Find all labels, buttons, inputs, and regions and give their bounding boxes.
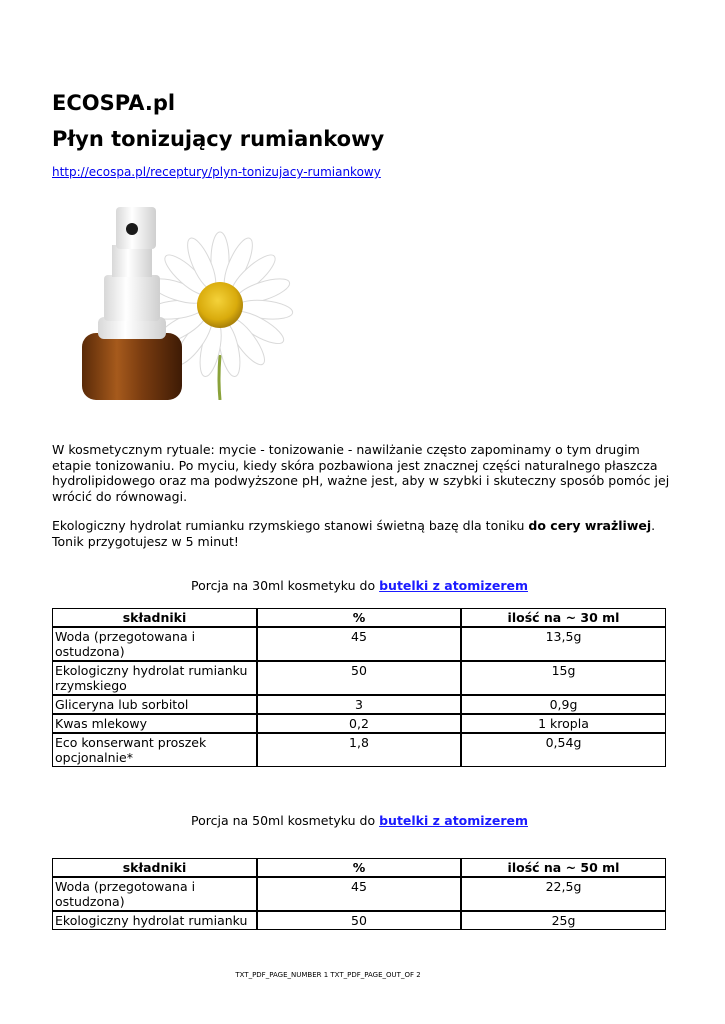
ingredient-cell: Ekologiczny hydrolat rumianku rzymskiego [52,661,257,695]
table-row [52,877,666,911]
percent-cell: 1,8 [257,733,461,767]
amount-cell: 15g [461,661,666,695]
column-header: składniki [52,608,257,627]
column-header: ilość na ~ 30 ml [461,608,666,627]
site-title: ECOSPA.pl [52,91,176,115]
caption-text: Porcja na 30ml kosmetyku do [191,578,380,593]
intro-text-line2: Tonik przygotujesz w 5 minut! [52,533,239,549]
percent-cell: 50 [257,911,461,930]
amount-cell: 22,5g [461,877,666,911]
bottle-link[interactable]: butelki z atomizerem [379,813,528,828]
percent-cell: 45 [257,627,461,661]
table-row [52,911,666,930]
percent-cell: 50 [257,661,461,695]
percent-cell: 45 [257,877,461,911]
amount-cell: 13,5g [461,627,666,661]
ingredient-cell: Eco konserwant proszek opcjonalnie* [52,733,257,767]
table-header-row [52,858,666,877]
page-title: Płyn tonizujący rumiankowy [52,127,385,151]
caption-text: Porcja na 50ml kosmetyku do [191,813,380,828]
column-header: % [257,858,461,877]
source-link[interactable]: http://ecospa.pl/receptury/plyn-tonizujacy-rumiankowy [52,165,381,179]
highlight-text: do cery wrażliwej [528,518,652,533]
ingredient-cell: Gliceryna lub sorbitol [52,695,257,714]
intro-paragraph: W kosmetycznym rytuale: mycie - tonizowanie - nawilżanie często zapominamy o tym drugim etapie tonizowaniu. Po myciu, kiedy skóra pozbawiona jest znacznej części naturalnego płaszcza hydrolipidowego oraz ma podwyższone pH, ważne jest, aby w szybki i skuteczny sposób pomóc jej wrócić do równowagi. [52,442,670,504]
bottle-link[interactable]: butelki z atomizerem [379,578,528,593]
amount-cell: 0,54g [461,733,666,767]
column-header: ilość na ~ 50 ml [461,858,666,877]
column-header: składniki [52,858,257,877]
ingredient-cell: Woda (przegotowana i ostudzona) [52,877,257,911]
percent-cell: 3 [257,695,461,714]
ingredients-table-50ml [52,858,666,930]
amount-cell: 1 kropla [461,714,666,733]
percent-cell: 0,2 [257,714,461,733]
amount-cell: 0,9g [461,695,666,714]
intro-text: Ekologiczny hydrolat rumianku rzymskiego stanowi świetną bazę dla toniku [52,518,529,533]
intro-text-end: . [651,518,656,533]
page-footer: TXT_PDF_PAGE_NUMBER 1 TXT_PDF_PAGE_OUT_OF 2 [235,971,421,979]
amount-cell: 25g [461,911,666,930]
ingredient-cell: Woda (przegotowana i ostudzona) [52,627,257,661]
ingredient-cell: Kwas mlekowy [52,714,257,733]
column-header: % [257,608,461,627]
ingredient-cell: Ekologiczny hydrolat rumianku [52,911,257,930]
